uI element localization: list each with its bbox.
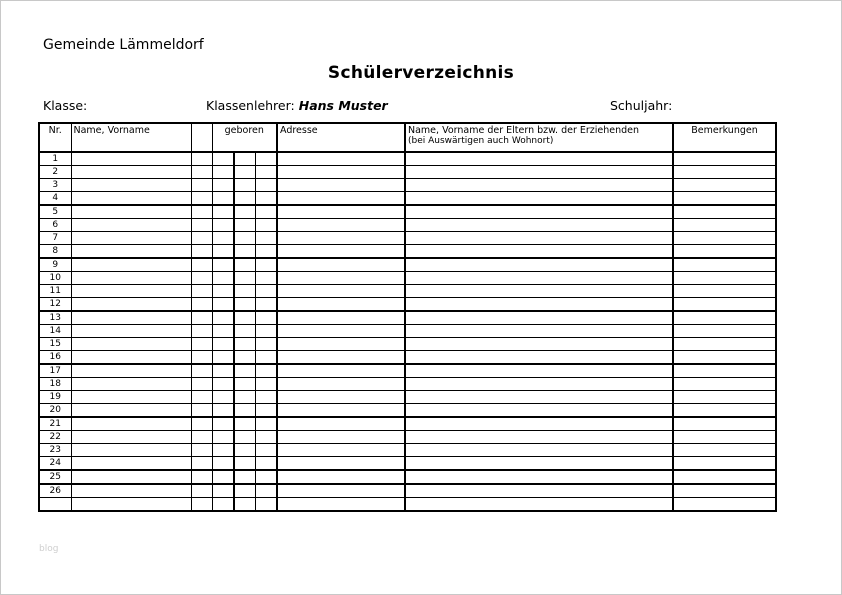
cell-address[interactable]	[277, 431, 405, 444]
cell-address[interactable]	[277, 179, 405, 192]
parents-header-note: (bei Auswärtigen auch Wohnort)	[408, 136, 554, 146]
cell-remarks[interactable]	[673, 285, 776, 298]
cell-remarks[interactable]	[673, 298, 776, 312]
cell-remarks[interactable]	[673, 364, 776, 378]
cell-born-year[interactable]	[255, 192, 277, 206]
cell-extra[interactable]	[191, 484, 212, 498]
cell-nr: 7	[39, 232, 71, 245]
cell-extra[interactable]	[191, 152, 212, 166]
table-row	[39, 245, 776, 259]
cell-extra[interactable]	[191, 166, 212, 179]
municipality-name: Gemeinde Lämmeldorf	[43, 37, 204, 53]
cell-parents[interactable]	[405, 192, 673, 206]
table-row	[39, 338, 776, 351]
table-row	[39, 498, 776, 512]
cell-nr: 22	[39, 431, 71, 444]
cell-address[interactable]	[277, 417, 405, 431]
cell-extra[interactable]	[191, 219, 212, 232]
cell-nr: 2	[39, 166, 71, 179]
cell-nr: 11	[39, 285, 71, 298]
cell-extra[interactable]	[191, 431, 212, 444]
cell-parents[interactable]	[405, 258, 673, 272]
cell-born-year[interactable]	[255, 152, 277, 166]
cell-remarks[interactable]	[673, 232, 776, 245]
cell-parents[interactable]	[405, 404, 673, 418]
cell-parents[interactable]	[405, 245, 673, 259]
table-row	[39, 470, 776, 484]
cell-born-month[interactable]	[234, 272, 255, 285]
cell-born-month[interactable]	[234, 444, 255, 457]
cell-born-day[interactable]	[212, 166, 234, 179]
cell-address[interactable]	[277, 245, 405, 259]
cell-name[interactable]	[71, 258, 191, 272]
cell-remarks[interactable]	[673, 166, 776, 179]
cell-born-day[interactable]	[212, 192, 234, 206]
cell-address[interactable]	[277, 258, 405, 272]
cell-born-year[interactable]	[255, 444, 277, 457]
table-row	[39, 152, 776, 166]
cell-parents[interactable]	[405, 272, 673, 285]
cell-born-month[interactable]	[234, 498, 255, 512]
cell-remarks[interactable]	[673, 431, 776, 444]
cell-born-month[interactable]	[234, 285, 255, 298]
cell-born-day[interactable]	[212, 338, 234, 351]
table-row	[39, 351, 776, 365]
cell-extra[interactable]	[191, 404, 212, 418]
cell-remarks[interactable]	[673, 378, 776, 391]
cell-nr: 16	[39, 351, 71, 365]
table-row	[39, 431, 776, 444]
cell-address[interactable]	[277, 192, 405, 206]
table-header-row	[39, 123, 776, 152]
cell-parents[interactable]	[405, 378, 673, 391]
cell-born-day[interactable]	[212, 470, 234, 484]
cell-nr: 17	[39, 364, 71, 378]
cell-remarks[interactable]	[673, 338, 776, 351]
cell-born-month[interactable]	[234, 298, 255, 312]
school-year-label: Schuljahr:	[610, 98, 673, 113]
cell-born-day[interactable]	[212, 219, 234, 232]
cell-extra[interactable]	[191, 378, 212, 391]
cell-name[interactable]	[71, 404, 191, 418]
cell-born-month[interactable]	[234, 192, 255, 206]
cell-born-day[interactable]	[212, 484, 234, 498]
teacher-label: Klassenlehrer:	[206, 98, 295, 113]
cell-born-day[interactable]	[212, 245, 234, 259]
cell-born-day[interactable]	[212, 152, 234, 166]
cell-born-month[interactable]	[234, 152, 255, 166]
cell-born-year[interactable]	[255, 166, 277, 179]
cell-born-year[interactable]	[255, 431, 277, 444]
cell-born-day[interactable]	[212, 364, 234, 378]
cell-born-day[interactable]	[212, 457, 234, 471]
cell-name[interactable]	[71, 205, 191, 219]
cell-address[interactable]	[277, 338, 405, 351]
cell-name[interactable]	[71, 364, 191, 378]
cell-born-day[interactable]	[212, 351, 234, 365]
cell-born-day[interactable]	[212, 417, 234, 431]
cell-parents[interactable]	[405, 152, 673, 166]
cell-born-month[interactable]	[234, 484, 255, 498]
cell-name[interactable]	[71, 166, 191, 179]
cell-born-month[interactable]	[234, 457, 255, 471]
cell-born-month[interactable]	[234, 431, 255, 444]
cell-extra[interactable]	[191, 272, 212, 285]
cell-born-year[interactable]	[255, 205, 277, 219]
cell-name[interactable]	[71, 484, 191, 498]
cell-born-month[interactable]	[234, 378, 255, 391]
cell-born-month[interactable]	[234, 351, 255, 365]
table-body	[39, 152, 776, 511]
cell-nr: 19	[39, 391, 71, 404]
cell-name[interactable]	[71, 272, 191, 285]
cell-name[interactable]	[71, 152, 191, 166]
cell-born-month[interactable]	[234, 325, 255, 338]
cell-parents[interactable]	[405, 444, 673, 457]
table-row	[39, 192, 776, 206]
cell-address[interactable]	[277, 484, 405, 498]
cell-nr: 15	[39, 338, 71, 351]
cell-name[interactable]	[71, 351, 191, 365]
cell-nr: 13	[39, 311, 71, 325]
cell-nr: 24	[39, 457, 71, 471]
cell-remarks[interactable]	[673, 404, 776, 418]
cell-extra[interactable]	[191, 205, 212, 219]
cell-extra[interactable]	[191, 192, 212, 206]
cell-parents[interactable]	[405, 338, 673, 351]
cell-parents[interactable]	[405, 417, 673, 431]
table-row	[39, 311, 776, 325]
cell-name[interactable]	[71, 444, 191, 457]
cell-born-day[interactable]	[212, 311, 234, 325]
cell-address[interactable]	[277, 470, 405, 484]
cell-born-year[interactable]	[255, 232, 277, 245]
table-row	[39, 457, 776, 471]
table-row	[39, 325, 776, 338]
cell-born-year[interactable]	[255, 272, 277, 285]
cell-born-day[interactable]	[212, 431, 234, 444]
cell-remarks[interactable]	[673, 457, 776, 471]
cell-name[interactable]	[71, 298, 191, 312]
cell-nr: 23	[39, 444, 71, 457]
cell-nr: 4	[39, 192, 71, 206]
cell-address[interactable]	[277, 351, 405, 365]
cell-address[interactable]	[277, 404, 405, 418]
cell-nr: 5	[39, 205, 71, 219]
cell-remarks[interactable]	[673, 391, 776, 404]
cell-parents[interactable]	[405, 325, 673, 338]
cell-born-year[interactable]	[255, 470, 277, 484]
cell-name[interactable]	[71, 498, 191, 512]
watermark: blog	[39, 544, 59, 554]
cell-born-year[interactable]	[255, 391, 277, 404]
cell-remarks[interactable]	[673, 152, 776, 166]
cell-born-year[interactable]	[255, 484, 277, 498]
cell-nr: 8	[39, 245, 71, 259]
cell-extra[interactable]	[191, 498, 212, 512]
cell-born-day[interactable]	[212, 179, 234, 192]
cell-address[interactable]	[277, 378, 405, 391]
cell-address[interactable]	[277, 152, 405, 166]
col-header-address: Adresse	[277, 123, 405, 152]
cell-born-month[interactable]	[234, 364, 255, 378]
cell-parents[interactable]	[405, 351, 673, 365]
cell-name[interactable]	[71, 470, 191, 484]
cell-address[interactable]	[277, 205, 405, 219]
cell-born-year[interactable]	[255, 364, 277, 378]
col-header-nr: Nr.	[39, 123, 71, 152]
col-header-remarks: Bemerkungen	[673, 123, 776, 152]
cell-born-year[interactable]	[255, 311, 277, 325]
cell-remarks[interactable]	[673, 219, 776, 232]
cell-name[interactable]	[71, 378, 191, 391]
cell-born-day[interactable]	[212, 498, 234, 512]
col-header-born: geboren	[212, 123, 277, 152]
cell-born-day[interactable]	[212, 404, 234, 418]
cell-remarks[interactable]	[673, 179, 776, 192]
cell-born-year[interactable]	[255, 498, 277, 512]
cell-extra[interactable]	[191, 311, 212, 325]
cell-extra[interactable]	[191, 444, 212, 457]
cell-nr: 10	[39, 272, 71, 285]
cell-nr: 18	[39, 378, 71, 391]
class-field	[43, 98, 87, 113]
cell-born-day[interactable]	[212, 378, 234, 391]
cell-parents[interactable]	[405, 311, 673, 325]
cell-address[interactable]	[277, 325, 405, 338]
cell-remarks[interactable]	[673, 417, 776, 431]
table-row	[39, 484, 776, 498]
cell-remarks[interactable]	[673, 470, 776, 484]
student-register-table	[38, 122, 777, 512]
cell-name[interactable]	[71, 285, 191, 298]
cell-extra[interactable]	[191, 258, 212, 272]
cell-nr: 9	[39, 258, 71, 272]
cell-address[interactable]	[277, 272, 405, 285]
cell-born-month[interactable]	[234, 179, 255, 192]
cell-extra[interactable]	[191, 232, 212, 245]
cell-name[interactable]	[71, 232, 191, 245]
table-row	[39, 391, 776, 404]
school-year-field	[610, 98, 672, 113]
cell-nr	[39, 498, 71, 512]
cell-born-month[interactable]	[234, 391, 255, 404]
cell-parents[interactable]	[405, 431, 673, 444]
cell-born-day[interactable]	[212, 272, 234, 285]
table-row	[39, 285, 776, 298]
table-row	[39, 179, 776, 192]
cell-nr: 1	[39, 152, 71, 166]
cell-born-year[interactable]	[255, 404, 277, 418]
cell-born-year[interactable]	[255, 378, 277, 391]
cell-extra[interactable]	[191, 470, 212, 484]
col-header-name: Name, Vorname	[71, 123, 191, 152]
cell-born-year[interactable]	[255, 338, 277, 351]
teacher-name: Hans Muster	[298, 98, 388, 113]
col-header-parents	[405, 123, 673, 152]
cell-born-year[interactable]	[255, 457, 277, 471]
cell-extra[interactable]	[191, 325, 212, 338]
cell-parents[interactable]	[405, 364, 673, 378]
table-row	[39, 272, 776, 285]
cell-born-year[interactable]	[255, 245, 277, 259]
table-row	[39, 378, 776, 391]
cell-parents[interactable]	[405, 391, 673, 404]
cell-extra[interactable]	[191, 179, 212, 192]
cell-address[interactable]	[277, 457, 405, 471]
table-row	[39, 205, 776, 219]
cell-born-day[interactable]	[212, 258, 234, 272]
cell-born-month[interactable]	[234, 258, 255, 272]
table-row	[39, 232, 776, 245]
cell-nr: 26	[39, 484, 71, 498]
cell-born-year[interactable]	[255, 179, 277, 192]
cell-remarks[interactable]	[673, 444, 776, 457]
cell-name[interactable]	[71, 219, 191, 232]
cell-born-year[interactable]	[255, 219, 277, 232]
cell-born-month[interactable]	[234, 232, 255, 245]
cell-nr: 14	[39, 325, 71, 338]
cell-name[interactable]	[71, 192, 191, 206]
cell-name[interactable]	[71, 179, 191, 192]
cell-parents[interactable]	[405, 285, 673, 298]
cell-parents[interactable]	[405, 298, 673, 312]
cell-parents[interactable]	[405, 166, 673, 179]
cell-extra[interactable]	[191, 417, 212, 431]
cell-parents[interactable]	[405, 205, 673, 219]
table-row	[39, 364, 776, 378]
cell-extra[interactable]	[191, 298, 212, 312]
cell-parents[interactable]	[405, 457, 673, 471]
cell-born-month[interactable]	[234, 404, 255, 418]
cell-remarks[interactable]	[673, 272, 776, 285]
cell-name[interactable]	[71, 457, 191, 471]
cell-address[interactable]	[277, 444, 405, 457]
cell-remarks[interactable]	[673, 192, 776, 206]
class-label: Klasse:	[43, 98, 88, 113]
cell-address[interactable]	[277, 232, 405, 245]
cell-parents[interactable]	[405, 470, 673, 484]
cell-born-month[interactable]	[234, 338, 255, 351]
cell-address[interactable]	[277, 311, 405, 325]
cell-remarks[interactable]	[673, 498, 776, 512]
cell-name[interactable]	[71, 325, 191, 338]
cell-remarks[interactable]	[673, 258, 776, 272]
cell-born-month[interactable]	[234, 245, 255, 259]
cell-remarks[interactable]	[673, 205, 776, 219]
cell-nr: 3	[39, 179, 71, 192]
cell-extra[interactable]	[191, 391, 212, 404]
cell-born-day[interactable]	[212, 391, 234, 404]
table-row	[39, 258, 776, 272]
cell-born-year[interactable]	[255, 351, 277, 365]
table-row	[39, 166, 776, 179]
cell-address[interactable]	[277, 391, 405, 404]
cell-address[interactable]	[277, 498, 405, 512]
cell-born-month[interactable]	[234, 470, 255, 484]
cell-name[interactable]	[71, 338, 191, 351]
teacher-field	[206, 98, 388, 113]
cell-parents[interactable]	[405, 498, 673, 512]
table-row	[39, 444, 776, 457]
cell-born-year[interactable]	[255, 258, 277, 272]
parents-header-text: Name, Vorname der Eltern bzw. der Erziehenden	[408, 125, 640, 136]
cell-nr: 20	[39, 404, 71, 418]
cell-nr: 21	[39, 417, 71, 431]
cell-born-year[interactable]	[255, 285, 277, 298]
cell-remarks[interactable]	[673, 484, 776, 498]
table-row	[39, 404, 776, 418]
cell-extra[interactable]	[191, 364, 212, 378]
cell-born-day[interactable]	[212, 444, 234, 457]
cell-name[interactable]	[71, 431, 191, 444]
cell-parents[interactable]	[405, 232, 673, 245]
cell-name[interactable]	[71, 391, 191, 404]
cell-born-year[interactable]	[255, 298, 277, 312]
cell-address[interactable]	[277, 219, 405, 232]
cell-born-month[interactable]	[234, 205, 255, 219]
cell-nr: 6	[39, 219, 71, 232]
cell-born-month[interactable]	[234, 417, 255, 431]
cell-born-day[interactable]	[212, 205, 234, 219]
cell-born-day[interactable]	[212, 232, 234, 245]
cell-parents[interactable]	[405, 179, 673, 192]
cell-parents[interactable]	[405, 484, 673, 498]
cell-born-month[interactable]	[234, 166, 255, 179]
table-row	[39, 298, 776, 312]
cell-remarks[interactable]	[673, 325, 776, 338]
cell-remarks[interactable]	[673, 351, 776, 365]
cell-address[interactable]	[277, 285, 405, 298]
cell-address[interactable]	[277, 298, 405, 312]
table-row	[39, 219, 776, 232]
cell-remarks[interactable]	[673, 311, 776, 325]
col-header-extra	[191, 123, 212, 152]
cell-extra[interactable]	[191, 457, 212, 471]
cell-address[interactable]	[277, 364, 405, 378]
cell-born-day[interactable]	[212, 298, 234, 312]
cell-name[interactable]	[71, 311, 191, 325]
cell-born-day[interactable]	[212, 325, 234, 338]
cell-name[interactable]	[71, 417, 191, 431]
cell-born-year[interactable]	[255, 417, 277, 431]
cell-extra[interactable]	[191, 245, 212, 259]
document-title: Schülerverzeichnis	[327, 63, 515, 83]
cell-extra[interactable]	[191, 285, 212, 298]
cell-born-month[interactable]	[234, 219, 255, 232]
cell-name[interactable]	[71, 245, 191, 259]
cell-extra[interactable]	[191, 351, 212, 365]
cell-extra[interactable]	[191, 338, 212, 351]
cell-born-month[interactable]	[234, 311, 255, 325]
cell-parents[interactable]	[405, 219, 673, 232]
cell-born-year[interactable]	[255, 325, 277, 338]
cell-nr: 25	[39, 470, 71, 484]
cell-remarks[interactable]	[673, 245, 776, 259]
cell-born-day[interactable]	[212, 285, 234, 298]
cell-address[interactable]	[277, 166, 405, 179]
cell-nr: 12	[39, 298, 71, 312]
table-row	[39, 417, 776, 431]
